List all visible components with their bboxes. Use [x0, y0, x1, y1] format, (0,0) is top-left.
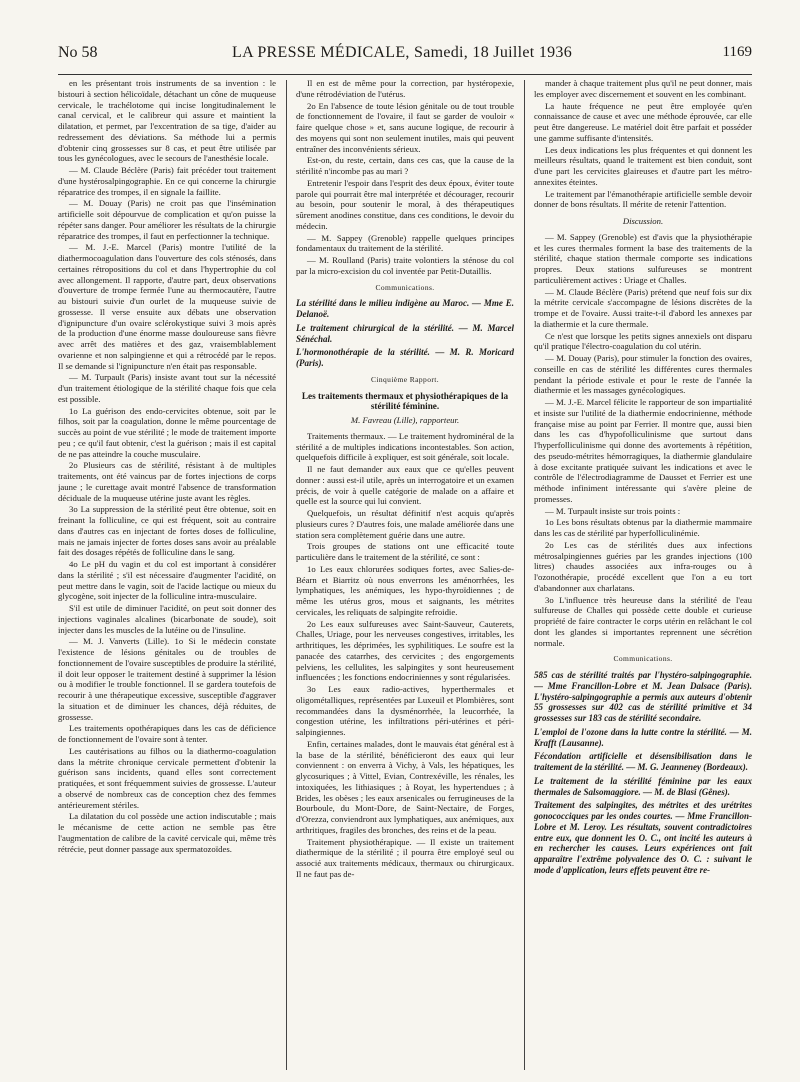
communication-entry: Fécondation artificielle et désensibilisation dans le traitement de la stérilité. — M. G. Jeanneney (Bordeaux).: [534, 751, 752, 772]
column-right: [534, 78, 752, 1078]
column-left: [58, 78, 276, 1078]
paragraph: — M. Claude Béclère (Paris) fait précéder tout traitement d'une hystérosalpingographie. En ce qui concerne la chirurgie réparatrice des trompes, il en signale la faillite.: [58, 165, 276, 197]
communication-entry: 585 cas de stérilité traités par l'hystéro-salpingographie. — Mme Francillon-Lobre et M. Jean Dalsace (Paris). L'hystéro-salpingographie a permis aux auteurs d'obtenir 55 grossesses sur 402 cas de stérilité primitive et 34 grossesses sur 183 cas de stérilité secondaire.: [534, 670, 752, 723]
column-middle: [296, 78, 514, 1078]
report-title: Les traitements thermaux et physiothérapiques de la stérilité féminine.: [301, 390, 509, 412]
issue-number: No 58: [58, 44, 98, 61]
paragraph: Les deux indications les plus fréquentes et qui donnent les meilleurs résultats, quand le traitement est bien conduit, sont d'une part les cervicites glaireuses et d'autre part les métro-annexites éteintes.: [534, 144, 752, 187]
paragraph: 2o Les cas de stérilités dues aux infections métrosalpingiennes guéries par les grandes injections (100 litres) chaudes associées aux infra-rouges ou à l'ozonothérapie, procédé excellent que l'on a eu tort d'abandonner aux charlatans.: [534, 539, 752, 593]
journal-title: LA PRESSE MÉDICALE, Samedi, 18 Juillet 1936: [232, 44, 573, 61]
paragraph: Quelquefois, un résultat définitif n'est acquis qu'après plusieurs cures ? D'autres fois, une malade améliorée dans une station sera complètement guérie dans une autre.: [296, 508, 514, 540]
paragraph: Traitements thermaux. — Le traitement hydrominéral de la stérilité a de multiples indications incontestables. Son action, quelquefois difficile à expliquer, est soit générale, soit locale.: [296, 430, 514, 463]
communication-entry: Traitement des salpingites, des métrites et des urétrites gonococciques par les ondes courtes. — Mme Francillon-Lobre et M. Leroy. Les résultats, souvent contradictoires entre eux, que donnent les O. C., ont incité les auteurs à en rechercher les causes. Leurs expériences ont fait apparaître l'extrême polyvalence des O. C. : suivant le mode d'application, leurs effets peuvent être re-: [534, 800, 752, 875]
column-divider: [286, 80, 287, 1070]
paragraph: en les présentant trois instruments de sa invention : le bistouri à section hélicoïdale, détachant un cône de muqueuse cervicale, le trachélotome qui incise longitudinalement le canal cervical, et le calibreur qui assure et maintient la dilatation, et permet, par l'excentration de sa tige, d'aider au redressement des déviations. Sa méthode lui a permis d'obtenir cinq grossesses sur 8 cas, et peut être utilisée par tous les gynécologues, avec le secours de l'anesthésie locale.: [58, 78, 276, 164]
communication-entry: Le traitement chirurgical de la stérilité. — M. Marcel Sénéchal.: [296, 322, 514, 344]
paragraph: Enfin, certaines malades, dont le mauvais état général est à la base de la stérilité, bénéficieront des eaux qui leur conviennent : on enverra à Vichy, à Vals, les hépatiques, les glycosuriques ; à Vittel, Evian, Contrexéville, les rénales, les intoxiquées, les lithiasiques ; à Royat, les hypertendues ; à Brides, les obèses ; les eaux arsenicales ou ferrugineuses de la Bourboule, du Mont-Dore, de Saint-Nectaire, de Forges, d'Orezza, conviendront aux lymphatiques, aux anémiques, aux arthritiques, fragiles des bronches, des reins et de la peau.: [296, 738, 514, 835]
paragraph: — M. Douay (Paris), pour stimuler la fonction des ovaires, conseille en cas de stérilité les différentes cures thermales pendant la période estivale et pour le reste de l'année la diathermie et les massages gynécologiques.: [534, 353, 752, 396]
paragraph: 1o Les bons résultats obtenus par la diathermie mammaire dans les cas de stérilité par hyperfolliculinémie.: [534, 517, 752, 538]
communication-entry: L'hormonothérapie de la stérilité. — M. R. Moricard (Paris).: [296, 347, 514, 368]
page-number: 1169: [722, 44, 752, 60]
paragraph: — M. Sappey (Grenoble) rappelle quelques principes fondamentaux du traitement de la stérilité.: [296, 232, 514, 254]
paragraph: 3o La suppression de la stérilité peut être obtenue, soit en freinant la folliculine, ce qui est fréquent, soit au contraire dans d'autres cas en injectant de fortes doses de folliculine, mais ne jamais injecter de fortes doses sans avoir au préalable fait des dosages répétés de folliculine dans le sang.: [58, 504, 276, 558]
paragraph: Les traitements opothérapiques dans les cas de déficience de fonctionnement de l'ovaire sont à tenter.: [58, 723, 276, 744]
page-header: [58, 44, 752, 75]
paragraph: 2o Les eaux sulfureuses avec Saint-Sauveur, Cauterets, Challes, Uriage, pour les nerveuses congestives, irritables, les arthritiques, les déprimées, les syphilitiques. Le soufre est la panacée des catarrhes, des cervicites ; des engorgements pelviens, les cellulites, les salpingites y sont heureusement influencées ; les fonctions endocriniennes y sont régularisées.: [296, 618, 514, 683]
paragraph: — M. J. Vanverts (Lille). 1o Si le médecin constate l'existence de lésions génitales ou de troubles de fonctionnement de l'ovaire susceptibles de produire la stérilité, il doit leur opposer le traitement destiné à supprimer la lésion ou à modifier le trouble fonctionnel. Il se gardera toutefois de recourir à une thérapeutique excessive, susceptible d'aggraver la situation et de diminuer les chances, déjà réduites, de grossesse.: [58, 636, 276, 722]
paragraph: — M. Sappey (Grenoble) est d'avis que la physiothérapie et les cures thermales forment la base des traitements de la stérilité, chaque station thermale comporte ses indications propres. Deux stations sulfureuses se montrent particulièrement actives : Uriage et Challes.: [534, 231, 752, 285]
communication-entry: Le traitement de la stérilité féminine par les eaux thermales de Salsomaggiore. — M. de Blasi (Gênes).: [534, 775, 752, 797]
report-rapporteur: M. Favreau (Lille), rapporteur.: [350, 415, 460, 425]
paragraph: 1o Les eaux chlorurées sodiques fortes, avec Salies-de-Béarn et Biarritz où nous enverrons les aménorrhées, les lymphatiques, les anémiques, les hypo-thyroïdiennes ; de même les utérus gros, mous et saignants, les métrites cervicales, les reliquats de salpingite refroidie.: [296, 563, 514, 617]
paragraph: — M. Turpault (Paris) insiste avant tout sur la nécessité d'un traitement étiologique de la stérilité chaque fois que cela est possible.: [58, 372, 276, 404]
section-heading-communications: Communications.: [613, 654, 673, 664]
paragraph: 2o Plusieurs cas de stérilité, résistant à de multiples traitements, ont été vaincus par de fortes injections de corps jaune ; le curettage avait montré l'absence de transformation déciduale de la muqueuse utérine juste avant les règles.: [58, 460, 276, 503]
paragraph: — M. Turpault insiste sur trois points :: [545, 505, 681, 516]
section-heading-rapport: Cinquième Rapport.: [370, 374, 440, 384]
paragraph: — M. J.-E. Marcel félicite le rapporteur de son impartialité et insiste sur l'utilité de la diathermie endocrinienne, méthode française mise au point par Ferrier. Il montre que, aussi bien dans les cas d'hypofolliculinisme que surtout dans l'hyperfolliculinisme qui donne des avortements à répétition, des pseudo-métrites hémorragiques, la diathermie glandulaire à dose excitante pratiquée suivant les indications et avec le contrôle de l'électrodiagramme de Dausset et Ferrier est une méthode infiniment intéressante qui s'avère pleine de promesses.: [534, 397, 752, 504]
paragraph: 1o La guérison des endo-cervicites obtenue, soit par le filhos, soit par la coagulation, donne le même pourcentage de succès au point de vue stérilité ; le mode de traitement importe peu ; ce qu'il faut obtenir, c'est la guérison ; mais il est capital de ne pas atteindre la couche musculaire.: [58, 405, 276, 459]
paragraph: — M. J.-E. Marcel (Paris) montre l'utilité de la diathermocoagulation dans l'ouverture des cols sténosés, dans certaines rétropositions du col et dans l'hypertrophie du col avec allongement. Il rapporte, d'autre part, deux observations d'ouverture de trompe fermée l'une au thermocautère, l'autre au bistouri suivie d'un ourlet de la muqueuse suivie de grossesse. Il verse ensuite aux débats une observation d'ignipuncture d'un ovaire sclérokystique suivi 3 mois après de la production d'une énorme masse douloureuse sans fièvre avec arrêt des matières et des gaz, vraisemblablement ovarienne et non salpingienne et qui a rétrocédé par le repos. Il se demande si l'ignipuncture n'en était pas responsable.: [58, 242, 276, 371]
paragraph: Il ne faut demander aux eaux que ce qu'elles peuvent donner : aussi est-il utile, après un interrogatoire et un examen précis, de voir à quelle catégorie de malade on a affaire et quelle est la source qui lui convient.: [296, 464, 514, 507]
paragraph: — M. Douay (Paris) ne croit pas que l'insémination artificielle soit dépourvue de complication et qu'on puisse la répéter sans danger. Pour améliorer les résultats de la chirurgie réparatrice des trompes, il faut en perfectionner la technique.: [58, 198, 276, 241]
paragraph: S'il est utile de diminuer l'acidité, on peut soit donner des injections vaginales alcalines (bicarbonate de soude), soit injecter dans les muscles de la lutéine ou de l'insuline.: [58, 603, 276, 635]
paragraph: — M. Claude Béclère (Paris) prétend que neuf fois sur dix la métrite cervicale s'accompagne de lésions discrètes de la trompe et de l'ovaire. Aussi traite-t-il d'abord les annexes par la diathermie et la cure thermale.: [534, 286, 752, 329]
paragraph: mander à chaque traitement plus qu'il ne peut donner, mais les employer avec discernement et souvent en les combinant.: [534, 78, 752, 99]
paragraph: La haute fréquence ne peut être employée qu'en connaissance de cause et avec une méthode éprouvée, car elle peut être dangereuse. Le matériel doit être parfait et posséder une gamme suffisante d'intensités.: [534, 100, 752, 143]
paragraph: Ce n'est que lorsque les petits signes annexiels ont disparu qu'il pratique l'électro-coagulation du col utérin.: [534, 330, 752, 352]
paragraph: Le traitement par l'émanothérapie artificielle semble devoir donner de bons résultats. Il mérite de retenir l'attention.: [534, 188, 752, 210]
paragraph: — M. Roulland (Paris) traite volontiers la sténose du col par la micro-excision du col inventée par Petit-Dutaillis.: [296, 255, 514, 276]
communication-entry: L'emploi de l'ozone dans la lutte contre la stérilité. — M. Krafft (Lausanne).: [534, 726, 752, 748]
paragraph: Il en est de même pour la correction, par hystéropexie, d'une rétrodéviation de l'utérus.: [296, 78, 514, 99]
paragraph: 3o Les eaux radio-actives, hyperthermales et oligométalliques, représentées par Luxeuil et Plombières, sont recommandées dans la dysménorrhée, la leucorrhée, la congestion utérine, les infiltrations péri-utérines et péri-salpingiennes.: [296, 684, 514, 737]
paragraph: La dilatation du col possède une action indiscutable ; mais le mécanisme de cette action ne semble pas être l'augmentation de calibre de la cavité cervicale qui, même très rétrécie, peut donner passage aux spermatozoïdes.: [58, 811, 276, 854]
paragraph: Entretenir l'espoir dans l'esprit des deux époux, éviter toute parole qui pourrait être mal interprétée et décourager, recourir au besoin, pour soutenir le moral, à des thérapeutiques sûrement anodines constitue, dans ces conditions, le devoir du médecin.: [296, 177, 514, 231]
paragraph: Les cautérisations au filhos ou la diathermo-coagulation dans la métrite chronique cervicale permettent d'obtenir la guérison sans incidents, quand elles sont correctement pratiquées, et sont fréquemment suivies de grossesse. L'auteur a observé de nombreux cas de conception chez des femmes antérieurement stériles.: [58, 745, 276, 810]
section-heading-communications: Communications.: [375, 282, 435, 292]
column-divider: [524, 80, 525, 1070]
communication-entry: La stérilité dans le milieu indigène au Maroc. — Mme E. Delanoë.: [296, 298, 514, 319]
section-heading-discussion: Discussion.: [622, 216, 664, 226]
paragraph: 4o Le pH du vagin et du col est important à considérer dans la stérilité ; s'il est nécessaire d'augmenter l'acidité, on peut mettre dans le vagin, soit de l'acide lactique ou mieux du glycogène, soit injecter de la folliculine intra-musculaire.: [58, 559, 276, 602]
paragraph: 2o En l'absence de toute lésion génitale ou de tout trouble de fonctionnement de l'ovaire, il faut se garder de vouloir « faire quelque chose » et, sans aucune logique, de recourir à des moyens qui sont non seulement inutiles, mais qui peuvent entraîner des inconvénients sérieux.: [296, 100, 514, 154]
paragraph: Traitement physiothérapique. — Il existe un traitement diathermique de la stérilité ; il pourra être employé seul ou associé aux traitements médicaux, thermaux ou chirurgicaux. Il ne faut pas de-: [296, 836, 514, 879]
paragraph: Est-on, du reste, certain, dans ces cas, que la cause de la stérilité n'incombe pas au mari ?: [296, 155, 514, 176]
paragraph: 3o L'influence très heureuse dans la stérilité de l'eau sulfureuse de Challes qui possède cette double et curieuse propriété de faire contracter le corps utérin en relâchant le col dont les glandes si importantes reprennent une sécrétion normale.: [534, 594, 752, 648]
paragraph: Trois groupes de stations ont une efficacité toute particulière dans le traitement de la stérilité, ce sont :: [296, 541, 514, 562]
